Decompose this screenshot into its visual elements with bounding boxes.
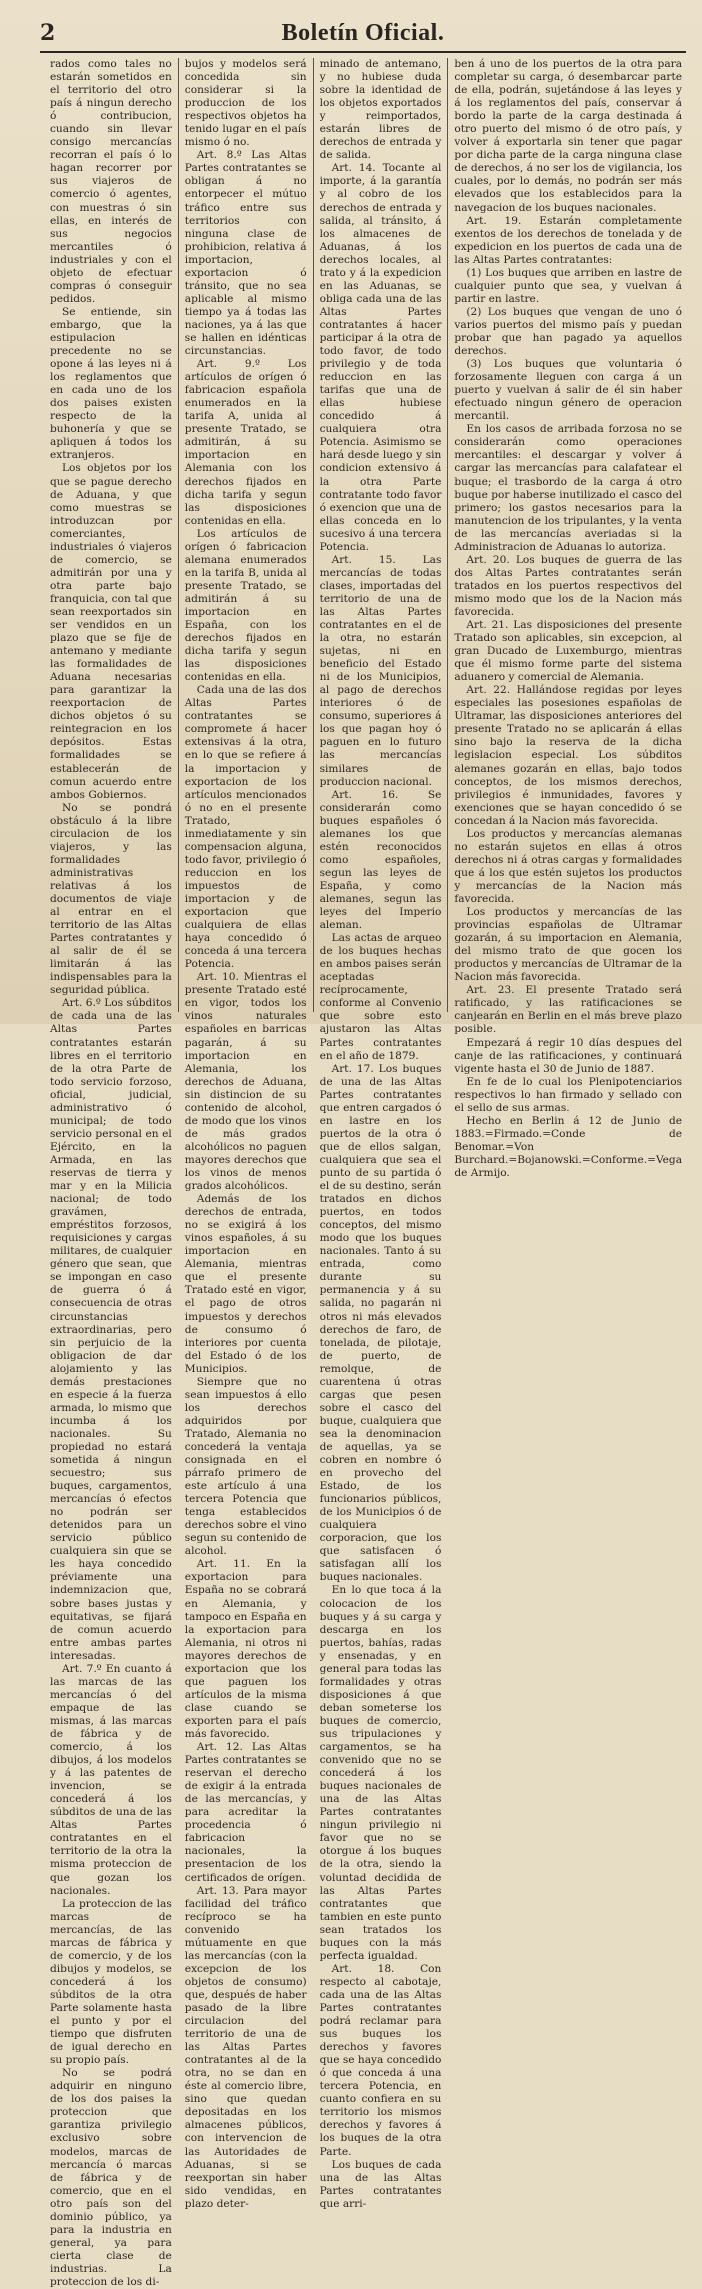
paragraph: Art. 14. Tocante al importe, á la garantía y al cobro de los derechos de entrada y salida, al tránsito, á los almacenes de Aduanas, á los derechos locales, al trato y á la expedicion en las Aduanas, se obliga cada una de las Altas Partes contratantes á hacer participar á la otra de todo favor, de todo privilegio y de toda reduccion en las tarifas que una de ellas hubiese concedido á cualquiera otra Potencia. Asimismo se hará desde luego y sin condicion extensivo á la otra Parte contratante todo favor ó exencion que una de ellas conceda en lo sucesivo á una tercera Potencia.	[319, 162, 442, 553]
paragraph: Art. 9.º Los artículos de orígen ó fabricacion española enumerados en la tarifa A, unida al presente Tratado, se admitirán, á su importacion en Alemania con los derechos fijados en dicha tarifa y segun las disposiciones contenidas en ella.	[184, 358, 307, 527]
paragraph: Art. 22. Hallándose regidas por leyes especiales las posesiones españolas de Ultramar, las disposiciones anteriores del presente Tratado no se aplicarán á ellas sino bajo la reserva de la dicha legislacion especial. Los súbditos alemanes gozarán en ellas, bajo todos conceptos, de los mismos derechos, privilegios é inmunidades, favores y exenciones que se hayan concedido ó se concedan á la Nacion más favorecida.	[454, 684, 683, 827]
paragraph: La proteccion de las marcas de mercancías, de las marcas de fábrica y de comercio, y de los dibujos y modelos, se concederá á los súbditos de la otra Parte solamente hasta el punto y por el tiempo que disfruten de igual derecho en su propio país.	[50, 1897, 172, 2067]
paragraph: Art. 12. Las Altas Partes contratantes se reservan el derecho de exigir á la entrada de las mercancías, y para acreditar la procedencia ó fabricacion nacionales, la presentacion de los certificados de orígen.	[184, 1741, 307, 1884]
paragraph: Empezará á regir 10 días despues del canje de las ratificaciones, y continuará vigente hasta el 30 de Junio de 1887.	[454, 1036, 683, 1075]
paragraph: bujos y modelos será concedida sin considerar si la produccion de los respectivos objetos ha tenido lugar en el país mismo ó no.	[184, 58, 307, 149]
paragraph: Los objetos por los que se pague derecho de Aduana, y que como muestras se introduzcan por comerciantes, industriales ó viajeros de comercio, se admitirán por una y otra parte bajo franquicia, con tal que sean reexportados sin ser vendidos en un plazo que se fije de antemano y mediante las formalidades de Aduana necesarias para garantizar la reexportacion de dichos objetos ó su reintegracion en los depósitos. Estas formalidades se establecerán de comun acuerdo entre ambos Gobiernos.	[50, 462, 172, 801]
paragraph: Hecho en Berlin á 12 de Junio de 1883.=Firmado.=Conde de Benomar.=Von Burchard.=Bojanowski.=Conforme.=Vega de Armijo.	[454, 1114, 683, 1179]
paragraph: Art. 6.º Los súbditos de cada una de las Altas Partes contratantes estarán libres en el territorio de la otra Parte de todo servicio forzoso, oficial, judicial, administrativo ó municipal; de todo servicio personal en el Ejército, en la Armada, en las reservas de tierra y mar y en la Milicia nacional; de todo gravámen, empréstitos forzosos, requisiciones y cargas militares, de cualquier género que sean, que se impongan en caso de guerra ó á consecuencia de otras circunstancias extraordinarias, pero sin perjuicio de la obligacion de dar alojamiento y las demás prestaciones en especie á la fuerza armada, lo mismo que incumba á los nacionales. Su propiedad no estará sometida á ningun secuestro; sus buques, cargamentos, mercancías ó efectos no podrán ser detenidos para un servicio público cualquiera sin que se les haya concedido préviamente una indemnizacion que, sobre bases justas y equitativas, se fijará de comun acuerdo entre ambas partes interesadas.	[50, 997, 172, 1662]
column-1	[44, 58, 179, 2288]
paragraph: Art. 11. En la exportacion para España no se cobrará en Alemania, y tampoco en España en la exportacion para Alemania, ni otros ni mayores derechos de exportacion que los que paguen los artículos de la misma clase cuando se exporten para el país más favorecido.	[184, 1558, 307, 1740]
page-number: 2	[40, 20, 56, 46]
paragraph: En fe de lo cual los Plenipotenciarios respectivos lo han firmado y sellado con el sello de sus armas.	[454, 1075, 683, 1114]
paragraph: Art. 7.º En cuanto á las marcas de las mercancías ó del empaque de las mismas, á las marcas de fábrica y de comercio, á los dibujos, á los modelos y á las patentes de invencion, se concederá á los súbditos de una de las Altas Partes contratantes en el territorio de la otra la misma proteccion de que gozan los nacionales.	[50, 1662, 172, 1897]
paragraph: Art. 16. Se considerarán como buques españoles ó alemanes los que estén reconocidos como españoles, segun las leyes de España, y como alemanes, segun las leyes del Imperio aleman.	[319, 788, 442, 932]
scan-watermark	[590, 996, 630, 1018]
page-header	[40, 16, 686, 50]
column-4	[448, 58, 688, 1179]
paragraph: En los casos de arribada forzosa no se considerarán como operaciones mercantiles: el descargar y volver á cargar las mercancías para calafatear el buque; el trasbordo de la carga á otro buque por haberse inutilizado el casco del primero; los gastos necesarios para la manutencion de los tripulantes, y la venta de las mercancías averiadas si la Administracion de Aduanas lo autoriza.	[454, 423, 683, 553]
paragraph: (3) Los buques que voluntaria ó forzosamente lleguen con carga á un puerto y vuelvan á salir de él sin haber efectuado ningun género de operacion mercantil.	[454, 358, 683, 423]
paragraph: (2) Los buques que vengan de uno ó varios puertos del mismo país y puedan probar que han pagado ya aquellos derechos.	[454, 305, 683, 358]
paragraph: Art. 18. Con respecto al cabotaje, cada una de las Altas Partes contratantes podrá reclamar para sus buques los derechos y favores que se haya concedido ó que conceda á una tercera Potencia, en cuanto confiera en su territorio los mismos derechos y favores á los buques de la otra Parte.	[319, 1962, 442, 2158]
paragraph: rados como tales no estarán sometidos en el territorio del otro país á ningun derecho ó contribucion, cuando sin llevar consigo mercancías recorran el país ó lo hagan recorrer por sus viajeros de comercio ó agentes, con muestras ó sin ellas, en interés de sus negocios mercantiles ó industriales y con el objeto de efectuar compras ó conseguir pedidos.	[50, 58, 172, 305]
column-3	[314, 58, 449, 2210]
paragraph: Art. 8.º Las Altas Partes contratantes se obligan á no entorpecer el mútuo tráfico entre sus territorios con ninguna clase de prohibicion, relativa á importacion, exportacion ó tránsito, que no sea aplicable al mismo tiempo ya á todas las naciones, ya á las que se hallen en idénticas circunstancias.	[184, 149, 307, 358]
paragraph: Cada una de las dos Altas Partes contratantes se compromete á hacer extensivas á la otra, en lo que se refiere á la importacion y exportacion de los artículos mencionados ó no en el presente Tratado, inmediatamente y sin compensacion alguna, todo favor, privilegio ó reduccion en los impuestos de importacion y de exportacion que cualquiera de ellas haya concedido ó conceda á una tercera Potencia.	[184, 684, 307, 971]
paragraph: Art. 15. Las mercancías de todas clases, importadas del territorio de una de las Altas Partes contratantes en el de la otra, no estarán sujetas, ni en beneficio del Estado ni de los Municipios, al pago de derechos interiores ó de consumo, superiores á los que pagan hoy ó paguen en lo futuro las mercancías similares de produccion nacional.	[319, 553, 442, 788]
paragraph: No se podrá adquirir en ninguno de los dos paises la proteccion que garantiza privilegio exclusivo sobre modelos, marcas de mercancía ó marcas de fábrica y de comercio, que en el otro país son del dominio público, ya para la industria en general, ya para cierta clase de industrias. La proteccion de los di-	[50, 2067, 172, 2288]
paragraph: En lo que toca á la colocacion de los buques y á su carga y descarga en los puertos, bahías, radas y ensenadas, y en general para todas las formalidades y otras disposiciones á que deban someterse los buques de comercio, sus tripulaciones y cargamentos, se ha convenido que no se concederá á los buques nacionales de una de las Altas Partes contratantes ningun privilegio ni favor que no se otorgue á los buques de la otra, siendo la voluntad decidida de las Altas Partes contratantes que tambien en este punto sean tratados los buques con la más perfecta igualdad.	[319, 1584, 442, 1962]
paragraph: Siempre que no sean impuestos á ello los derechos adquiridos por Tratado, Alemania no concederá la ventaja consignada en el párrafo primero de este artículo á una tercera Potencia que tenga establecidos derechos sobre el vino segun su contenido de alcohol.	[184, 1375, 307, 1558]
paragraph: ben á uno de los puertos de la otra para completar su carga, ó desembarcar parte de ella, podrán, sujetándose á las leyes y á los reglamentos del país, conservar á bordo la parte de la carga destinada á otro puerto del mismo ó de otro país, y volver á exportarla sin tener que pagar por dicha parte de la carga ninguna clase de derechos, á no ser los de vigilancia, los cuales, por lo demás, no podrán ser más elevados que los establecidos para la navegacion de los buques nacionales.	[454, 58, 683, 214]
paragraph: (1) Los buques que arriben en lastre de cualquier punto que sea, y vuelvan á partir en lastre.	[454, 266, 683, 305]
paragraph: Art. 10. Mientras el presente Tratado esté en vigor, todos los vinos naturales españoles en barricas pagarán, á su importacion en Alemania, los derechos de Aduana, sin distincion de su contenido de alcohol, de modo que los vinos de más grados alcohólicos no paguen mayores derechos que los vinos de menos grados alcohólicos.	[184, 971, 307, 1193]
paragraph: Art. 21. Las disposiciones del presente Tratado son aplicables, sin excepcion, al gran Ducado de Luxemburgo, mientras que él mismo forme parte del sistema aduanero y comercial de Alemania.	[454, 619, 683, 684]
column-2	[179, 58, 314, 2210]
paragraph: Los artículos de orígen ó fabricacion alemana enumerados en la tarifa B, unida al presente Tratado, se admitirán á su importacion en España, con los derechos fijados en dicha tarifa y segun las disposiciones contenidas en ella.	[184, 527, 307, 684]
paragraph: Art. 17. Los buques de una de las Altas Partes contratantes que entren cargados ó en lastre en los puertos de la otra ó que de ellos salgan, cualquiera que sea el punto de su partida ó el de su destino, serán tratados en dichos puertos, en todos conceptos, del mismo modo que los buques nacionales. Tanto á su entrada, como durante su permanencia y á su salida, no pagarán ni otros ni más elevados derechos de faro, de tonelada, de pilotaje, de puerto, de remolque, de cuarentena ú otras cargas que pesen sobre el casco del buque, cualquiera que sea la denominacion de aquellas, ya se cobren en nombre ó en provecho del Estado, de los funcionarios públicos, de los Municipios ó de cualquiera corporacion, que los que satisfacen ó satisfagan allí los buques nacionales.	[319, 1062, 442, 1584]
paragraph: Art. 19. Estarán completamente exentos de los derechos de tonelada y de expedicion en los puertos de cada una de las Altas Partes contratantes:	[454, 214, 683, 266]
paragraph: Además de los derechos de entrada, no se exigirá á los vinos españoles, á su importacion en Alemania, mientras que el presente Tratado esté en vigor, el pago de otros impuestos y derechos de consumo ó interiores por cuenta del Estado ó de los Municipios.	[184, 1193, 307, 1375]
paragraph: Se entiende, sin embargo, que la estipulacion precedente no se opone á las leyes ni á los reglamentos que en cada uno de los dos paises existen respecto de la buhonería y que se apliquen á todos los extranjeros.	[50, 305, 172, 462]
paragraph: No se pondrá obstáculo á la libre circulacion de los viajeros, y las formalidades administrativas relativas á los documentos de viaje al entrar en el territorio de las Altas Partes contratantes y al salir de él se limitarán á las indispensables para la seguridad pública.	[50, 801, 172, 997]
scan-watermark	[500, 990, 540, 1012]
paragraph: minado de antemano, y no hubiese duda sobre la identidad de los objetos exportados y reimportados, estarán libres de derechos de entrada y de salida.	[319, 58, 442, 162]
text-columns	[44, 58, 688, 2288]
paragraph: Los buques de cada una de las Altas Partes contratantes que arri-	[319, 2158, 442, 2210]
paragraph: Los productos y mercancías alemanas no estarán sujetos en ellas á otros derechos ni á otras cargas y formalidades que á los que estén sujetos los productos y mercancías de la Nacion más favorecida.	[454, 827, 683, 905]
paragraph: Art. 20. Los buques de guerra de las dos Altas Partes contratantes serán tratados en los puertos respectivos del mismo modo que los de la Nacion más favorecida.	[454, 553, 683, 618]
paragraph: Las actas de arqueo de los buques hechas en ambos paises serán aceptadas recíprocamente, conforme al Convenio que sobre esto ajustaron las Altas Partes contratantes en el año de 1879.	[319, 932, 442, 1062]
paragraph: Art. 23. El presente Tratado será ratificado, y las ratificaciones se canjearán en Berlin en el más breve plazo posible.	[454, 984, 683, 1036]
header-rule	[40, 51, 686, 53]
paragraph: Art. 13. Para mayor facilidad del tráfico recíproco se ha convenido mútuamente en que las mercancías (con la excepcion de los objetos de consumo) que, después de haber pasado de la libre circulacion del territorio de una de las Altas Partes contratantes al de la otra, no se dan en éste al comercio libre, sino que quedan depositadas en los almacenes públicos, con intervencion de las Autoridades de Aduanas, si se reexportan sin haber sido vendidas, en plazo deter-	[184, 1884, 307, 2210]
paragraph: Los productos y mercancías de las provincias españolas de Ultramar gozarán, á su importacion en Alemania, del mismo trato de que gocen los productos y mercancías de Ultramar de la Nacion más favorecida.	[454, 906, 683, 984]
masthead-title: Boletín Oficial.	[281, 19, 445, 46]
